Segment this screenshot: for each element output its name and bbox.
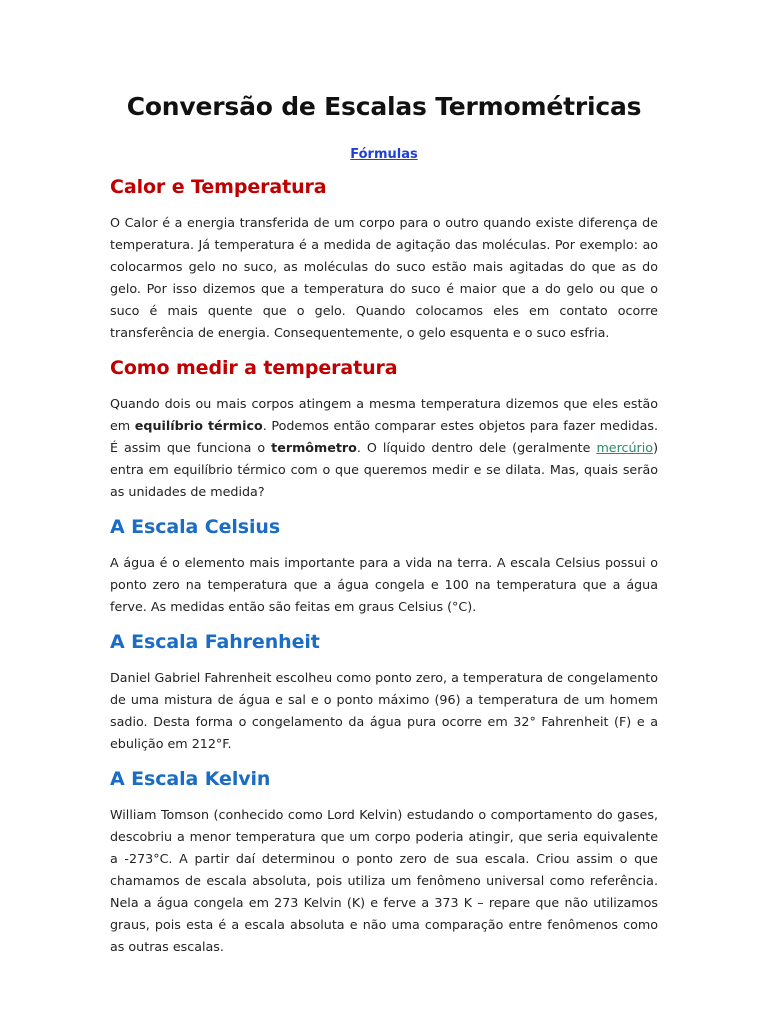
section-heading-kelvin: A Escala Kelvin [110, 768, 271, 790]
bold-term-termometro: termômetro [271, 440, 357, 455]
formulas-link[interactable]: Fórmulas [350, 147, 418, 162]
section-heading-calor: Calor e Temperatura [110, 176, 327, 198]
section-heading-medir: Como medir a temperatura [110, 357, 398, 379]
text-fragment: . Podemos então comparar estes objetos para fazer medidas. É assim que funciona o [110, 418, 659, 455]
section-text-calor: O Calor é a energia transferida de um corpo para o outro quando existe diferença de temperatura. Já temperatura é a medida de agitação das moléculas. Por exemplo: ao colocarmos gelo no suco, as moléculas do suco estão mais agitadas do que as do gelo. Por isso dizemos que a temperatura do suco é maior que a do gelo ou que o suco é mais quente que o gelo. Quando colocamos eles em contato ocorre transferência de energia. Consequentemente, o gelo esquenta e o suco esfria. [110, 215, 658, 340]
section-heading-fahrenheit: A Escala Fahrenheit [110, 631, 320, 653]
section-text-celsius: A água é o elemento mais importante para a vida na terra. A escala Celsius possui o ponto zero na temperatura que a água congela e 100 na temperatura que a água ferve. As medidas então são feitas em graus Celsius (°C). [110, 555, 658, 614]
bold-term-equilibrio: equilíbrio térmico [134, 418, 263, 433]
text-fragment: . O líquido dentro dele (geralmente [356, 440, 597, 455]
mercurio-link[interactable]: mercúrio [596, 440, 654, 455]
section-text-fahrenheit: Daniel Gabriel Fahrenheit escolheu como ponto zero, a temperatura de congelamento de uma mistura de água e sal e o ponto máximo (96) a temperatura de um homem sadio. Desta forma o congelamento da água pura ocorre em 32° Fahrenheit (F) e a ebulição em 212°F. [110, 670, 658, 751]
text-fragment: ) entra em equilíbrio térmico com o que queremos medir e se dilata. Mas, quais serão as unidades de medida? [110, 440, 659, 499]
formulas-link-wrap [110, 143, 658, 162]
text-fragment: Quando dois ou mais corpos atingem a mesma temperatura dizemos que eles estão em [110, 396, 658, 433]
page-title: Conversão de Escalas Termométricas [126, 92, 642, 121]
section-heading-celsius: A Escala Celsius [110, 516, 281, 538]
section-text-medir [110, 393, 658, 503]
section-text-kelvin: William Tomson (conhecido como Lord Kelvin) estudando o comportamento do gases, descobriu a menor temperatura que um corpo poderia atingir, que seria equivalente a -273°C. A partir daí determinou o ponto zero de sua escala. Criou assim o que chamamos de escala absoluta, pois utiliza um fenômeno universal como referência. Nela a água congela em 273 Kelvin (K) e ferve a 373 K – repare que não utilizamos graus, pois esta é a escala absoluta e não uma comparação entre fenômenos como as outras escalas. [110, 807, 658, 954]
